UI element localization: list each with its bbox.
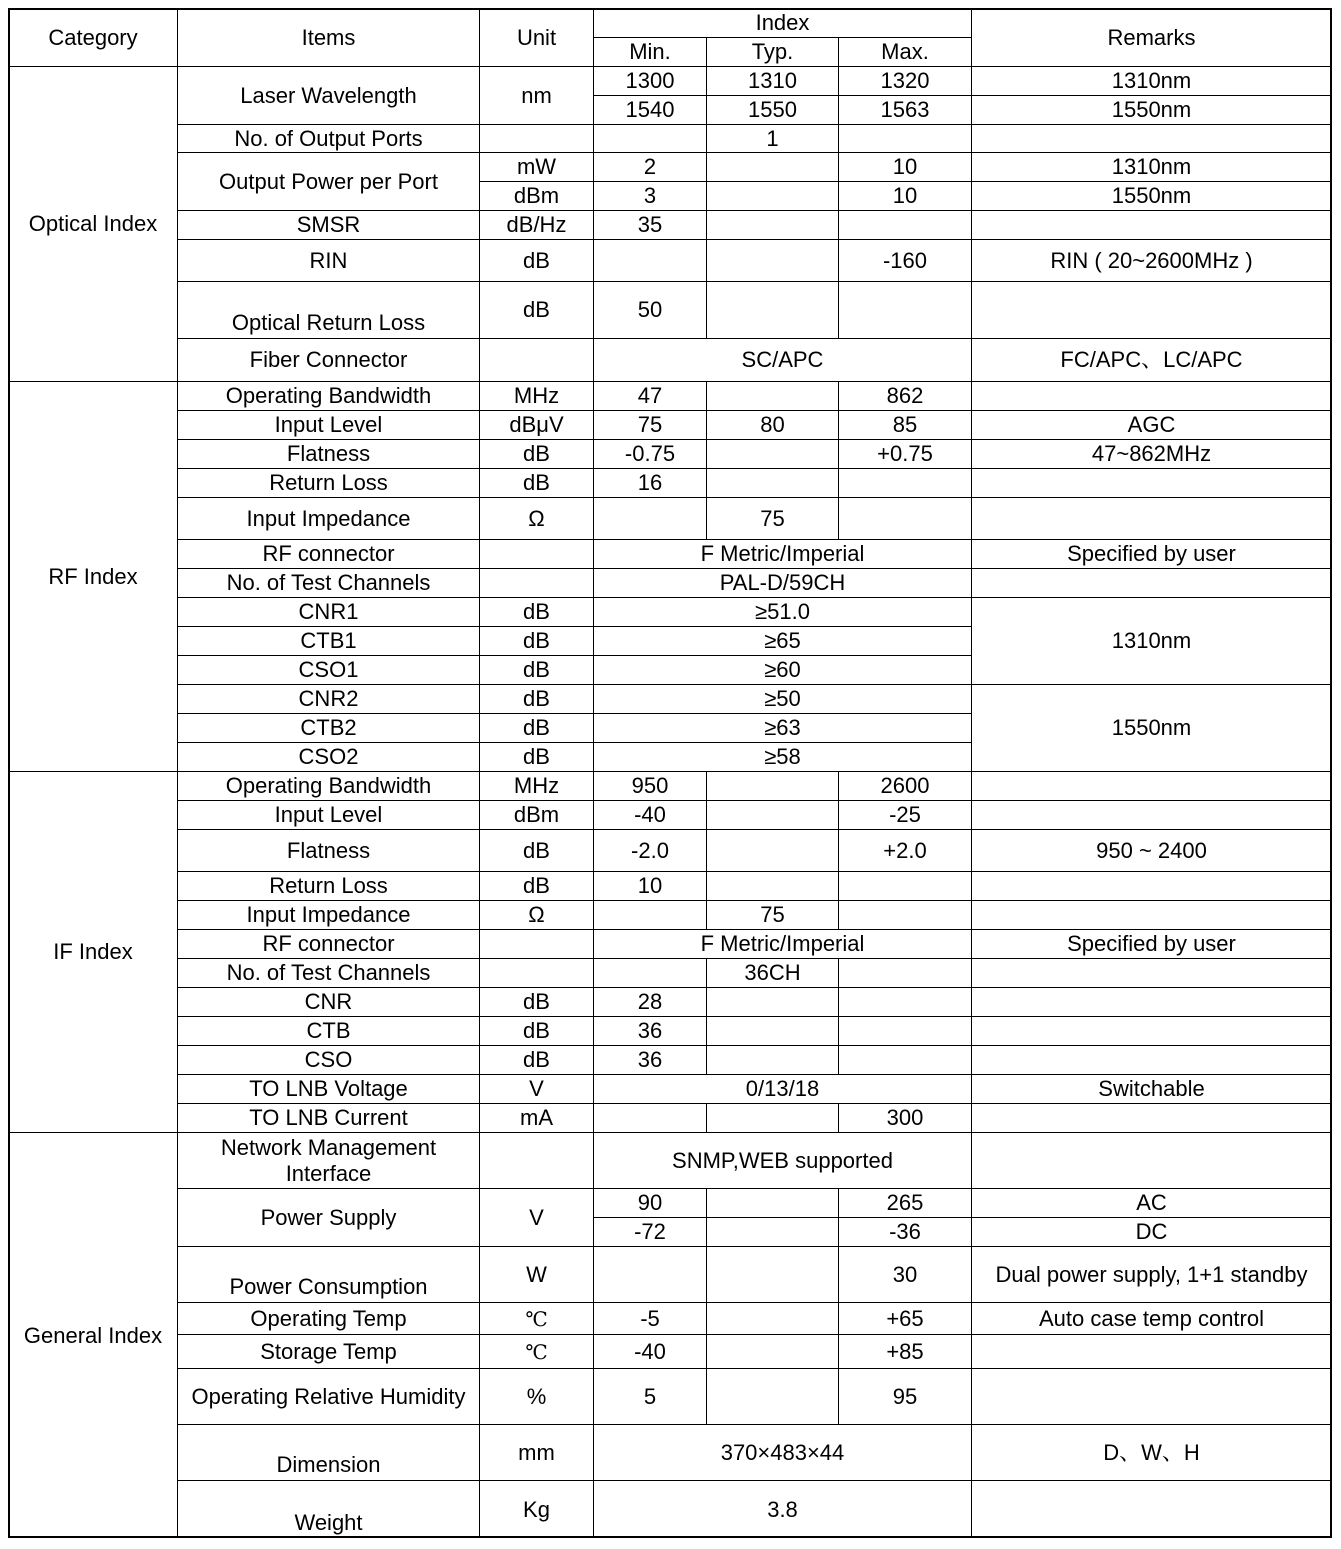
rf-connector-unit (479, 539, 593, 568)
smsr-max (838, 210, 971, 239)
if-flatness-max: +2.0 (838, 829, 971, 871)
rin-item: RIN (177, 239, 479, 281)
if-impedance-max (838, 900, 971, 929)
rf-impedance-item: Input Impedance (177, 497, 479, 539)
smsr-typ (706, 210, 838, 239)
rf-bandwidth-typ (706, 381, 838, 410)
if-connector-value: F Metric/Imperial (593, 929, 971, 958)
power-consumption-max: 30 (838, 1246, 971, 1302)
dimension-value: 370×483×44 (593, 1424, 971, 1480)
rf-ctb2-item: CTB2 (177, 713, 479, 742)
rf-cso2-value: ≥58 (593, 742, 971, 771)
if-ctb-max (838, 1016, 971, 1045)
if-cnr-typ (706, 987, 838, 1016)
rf-cso1-value: ≥60 (593, 655, 971, 684)
if-lnb-current-min (593, 1103, 706, 1132)
rf-input-level-item: Input Level (177, 410, 479, 439)
if-lnb-voltage-item: TO LNB Voltage (177, 1074, 479, 1103)
category-rf: RF Index (8, 381, 177, 771)
weight-remarks (971, 1480, 1331, 1538)
if-cnr-remarks (971, 987, 1331, 1016)
if-return-loss-remarks (971, 871, 1331, 900)
category-optical: Optical Index (8, 66, 177, 381)
rf-cnr2-item: CNR2 (177, 684, 479, 713)
nms-value: SNMP,WEB supported (593, 1132, 971, 1188)
if-impedance-remarks (971, 900, 1331, 929)
laser-wavelength-typ: 1550 (706, 95, 838, 124)
output-ports-typ: 1 (706, 124, 838, 152)
power-supply-typ (706, 1188, 838, 1217)
if-input-level-item: Input Level (177, 800, 479, 829)
if-bandwidth-max: 2600 (838, 771, 971, 800)
header-max: Max. (838, 37, 971, 66)
rf-connector-remarks: Specified by user (971, 539, 1331, 568)
if-return-loss-min: 10 (593, 871, 706, 900)
laser-wavelength-max: 1563 (838, 95, 971, 124)
header-remarks: Remarks (971, 8, 1331, 66)
power-supply-remarks: AC (971, 1188, 1331, 1217)
dimension-remarks: D、W、H (971, 1424, 1331, 1480)
output-power-item: Output Power per Port (177, 152, 479, 210)
laser-wavelength-remarks: 1550nm (971, 95, 1331, 124)
rf-flatness-typ (706, 439, 838, 468)
if-ctb-typ (706, 1016, 838, 1045)
operating-temp-unit: ℃ (479, 1302, 593, 1334)
rf-cnr2-value: ≥50 (593, 684, 971, 713)
laser-wavelength-min: 1300 (593, 66, 706, 95)
rf-flatness-max: +0.75 (838, 439, 971, 468)
rf-return-loss-min: 16 (593, 468, 706, 497)
output-power-min: 3 (593, 181, 706, 210)
rf-impedance-unit: Ω (479, 497, 593, 539)
rf-impedance-min (593, 497, 706, 539)
rf-ctb2-unit: dB (479, 713, 593, 742)
if-cnr-unit: dB (479, 987, 593, 1016)
rf-connector-item: RF connector (177, 539, 479, 568)
humidity-typ (706, 1368, 838, 1424)
if-flatness-item: Flatness (177, 829, 479, 871)
power-consumption-remarks: Dual power supply, 1+1 standby (971, 1246, 1331, 1302)
fiber-connector-remarks: FC/APC、LC/APC (971, 338, 1331, 381)
rin-remarks: RIN ( 20~2600MHz ) (971, 239, 1331, 281)
if-lnb-current-max: 300 (838, 1103, 971, 1132)
rf-group2-remarks: 1550nm (971, 684, 1331, 771)
power-supply-max: 265 (838, 1188, 971, 1217)
storage-temp-item: Storage Temp (177, 1334, 479, 1368)
if-lnb-voltage-remarks: Switchable (971, 1074, 1331, 1103)
power-supply-remarks: DC (971, 1217, 1331, 1246)
rf-test-channels-remarks (971, 568, 1331, 597)
fiber-connector-item: Fiber Connector (177, 338, 479, 381)
if-ctb-min: 36 (593, 1016, 706, 1045)
if-test-channels-min (593, 958, 706, 987)
output-power-remarks: 1550nm (971, 181, 1331, 210)
if-cso-remarks (971, 1045, 1331, 1074)
optical-return-loss-remarks (971, 281, 1331, 338)
if-connector-remarks: Specified by user (971, 929, 1331, 958)
if-ctb-item: CTB (177, 1016, 479, 1045)
rf-group1-remarks: 1310nm (971, 597, 1331, 684)
rf-input-level-remarks: AGC (971, 410, 1331, 439)
rf-ctb1-value: ≥65 (593, 626, 971, 655)
laser-wavelength-unit: nm (479, 66, 593, 124)
storage-temp-remarks (971, 1334, 1331, 1368)
rf-input-level-typ: 80 (706, 410, 838, 439)
rf-bandwidth-max: 862 (838, 381, 971, 410)
if-return-loss-item: Return Loss (177, 871, 479, 900)
nms-remarks (971, 1132, 1331, 1188)
rf-return-loss-max (838, 468, 971, 497)
if-lnb-current-typ (706, 1103, 838, 1132)
power-consumption-item: Power Consumption (177, 1246, 479, 1302)
output-ports-max (838, 124, 971, 152)
operating-temp-min: -5 (593, 1302, 706, 1334)
header-min: Min. (593, 37, 706, 66)
fiber-connector-value: SC/APC (593, 338, 971, 381)
laser-wavelength-typ: 1310 (706, 66, 838, 95)
if-connector-unit (479, 929, 593, 958)
rin-max: -160 (838, 239, 971, 281)
if-test-channels-item: No. of Test Channels (177, 958, 479, 987)
rf-bandwidth-remarks (971, 381, 1331, 410)
if-input-level-min: -40 (593, 800, 706, 829)
rf-test-channels-item: No. of Test Channels (177, 568, 479, 597)
humidity-min: 5 (593, 1368, 706, 1424)
power-supply-item: Power Supply (177, 1188, 479, 1246)
power-supply-unit: V (479, 1188, 593, 1246)
if-return-loss-unit: dB (479, 871, 593, 900)
rf-cso2-item: CSO2 (177, 742, 479, 771)
rf-ctb1-unit: dB (479, 626, 593, 655)
if-test-channels-typ: 36CH (706, 958, 838, 987)
if-return-loss-max (838, 871, 971, 900)
if-test-channels-max (838, 958, 971, 987)
optical-return-loss-min: 50 (593, 281, 706, 338)
power-supply-typ (706, 1217, 838, 1246)
if-impedance-typ: 75 (706, 900, 838, 929)
smsr-unit: dB/Hz (479, 210, 593, 239)
if-lnb-current-remarks (971, 1103, 1331, 1132)
if-cso-max (838, 1045, 971, 1074)
humidity-unit: % (479, 1368, 593, 1424)
rin-min (593, 239, 706, 281)
power-consumption-typ (706, 1246, 838, 1302)
rf-cso2-unit: dB (479, 742, 593, 771)
optical-return-loss-typ (706, 281, 838, 338)
output-power-max: 10 (838, 181, 971, 210)
rf-cnr1-value: ≥51.0 (593, 597, 971, 626)
rf-input-level-min: 75 (593, 410, 706, 439)
power-supply-min: -72 (593, 1217, 706, 1246)
header-typ: Typ. (706, 37, 838, 66)
if-bandwidth-remarks (971, 771, 1331, 800)
header-category: Category (8, 8, 177, 66)
nms-unit (479, 1132, 593, 1188)
if-flatness-remarks: 950 ~ 2400 (971, 829, 1331, 871)
rf-impedance-typ: 75 (706, 497, 838, 539)
rf-return-loss-unit: dB (479, 468, 593, 497)
output-power-unit: mW (479, 152, 593, 181)
rf-flatness-item: Flatness (177, 439, 479, 468)
laser-wavelength-min: 1540 (593, 95, 706, 124)
if-cso-unit: dB (479, 1045, 593, 1074)
rf-cnr1-unit: dB (479, 597, 593, 626)
rf-bandwidth-item: Operating Bandwidth (177, 381, 479, 410)
rf-return-loss-remarks (971, 468, 1331, 497)
if-cso-item: CSO (177, 1045, 479, 1074)
operating-temp-item: Operating Temp (177, 1302, 479, 1334)
rf-flatness-remarks: 47~862MHz (971, 439, 1331, 468)
rf-impedance-remarks (971, 497, 1331, 539)
if-bandwidth-typ (706, 771, 838, 800)
rf-cnr1-item: CNR1 (177, 597, 479, 626)
rf-test-channels-unit (479, 568, 593, 597)
if-lnb-current-item: TO LNB Current (177, 1103, 479, 1132)
if-cnr-max (838, 987, 971, 1016)
if-flatness-min: -2.0 (593, 829, 706, 871)
operating-temp-max: +65 (838, 1302, 971, 1334)
rf-return-loss-typ (706, 468, 838, 497)
rin-unit: dB (479, 239, 593, 281)
rf-flatness-unit: dB (479, 439, 593, 468)
rf-ctb1-item: CTB1 (177, 626, 479, 655)
power-consumption-unit: W (479, 1246, 593, 1302)
rf-input-level-unit: dBμV (479, 410, 593, 439)
if-return-loss-typ (706, 871, 838, 900)
if-bandwidth-item: Operating Bandwidth (177, 771, 479, 800)
storage-temp-max: +85 (838, 1334, 971, 1368)
optical-return-loss-max (838, 281, 971, 338)
if-lnb-current-unit: mA (479, 1103, 593, 1132)
output-power-unit: dBm (479, 181, 593, 210)
dimension-unit: mm (479, 1424, 593, 1480)
output-ports-remarks (971, 124, 1331, 152)
rin-typ (706, 239, 838, 281)
if-bandwidth-min: 950 (593, 771, 706, 800)
optical-return-loss-item: Optical Return Loss (177, 281, 479, 338)
smsr-min: 35 (593, 210, 706, 239)
rf-bandwidth-unit: MHz (479, 381, 593, 410)
output-power-max: 10 (838, 152, 971, 181)
storage-temp-min: -40 (593, 1334, 706, 1368)
weight-item: Weight (177, 1480, 479, 1538)
rf-bandwidth-min: 47 (593, 381, 706, 410)
rf-test-channels-value: PAL-D/59CH (593, 568, 971, 597)
weight-unit: Kg (479, 1480, 593, 1538)
if-cso-typ (706, 1045, 838, 1074)
if-flatness-unit: dB (479, 829, 593, 871)
if-impedance-min (593, 900, 706, 929)
power-supply-max: -36 (838, 1217, 971, 1246)
if-input-level-unit: dBm (479, 800, 593, 829)
dimension-item: Dimension (177, 1424, 479, 1480)
output-power-typ (706, 181, 838, 210)
rf-cso1-item: CSO1 (177, 655, 479, 684)
power-supply-min: 90 (593, 1188, 706, 1217)
category-if: IF Index (8, 771, 177, 1132)
operating-temp-typ (706, 1302, 838, 1334)
if-test-channels-unit (479, 958, 593, 987)
if-input-level-max: -25 (838, 800, 971, 829)
rf-impedance-max (838, 497, 971, 539)
optical-return-loss-unit: dB (479, 281, 593, 338)
rf-flatness-min: -0.75 (593, 439, 706, 468)
output-ports-min (593, 124, 706, 152)
category-general: General Index (8, 1132, 177, 1538)
weight-value: 3.8 (593, 1480, 971, 1538)
rf-ctb2-value: ≥63 (593, 713, 971, 742)
if-flatness-typ (706, 829, 838, 871)
rf-return-loss-item: Return Loss (177, 468, 479, 497)
output-power-remarks: 1310nm (971, 152, 1331, 181)
rf-cnr2-unit: dB (479, 684, 593, 713)
if-lnb-voltage-value: 0/13/18 (593, 1074, 971, 1103)
output-power-typ (706, 152, 838, 181)
if-connector-item: RF connector (177, 929, 479, 958)
header-unit: Unit (479, 8, 593, 66)
header-index: Index (593, 8, 971, 37)
laser-wavelength-max: 1320 (838, 66, 971, 95)
humidity-item: Operating Relative Humidity (177, 1368, 479, 1424)
if-cnr-item: CNR (177, 987, 479, 1016)
if-ctb-unit: dB (479, 1016, 593, 1045)
laser-wavelength-remarks: 1310nm (971, 66, 1331, 95)
fiber-connector-unit (479, 338, 593, 381)
storage-temp-typ (706, 1334, 838, 1368)
laser-wavelength-item: Laser Wavelength (177, 66, 479, 124)
if-lnb-voltage-unit: V (479, 1074, 593, 1103)
rf-cso1-unit: dB (479, 655, 593, 684)
if-impedance-item: Input Impedance (177, 900, 479, 929)
smsr-item: SMSR (177, 210, 479, 239)
output-ports-item: No. of Output Ports (177, 124, 479, 152)
power-consumption-min (593, 1246, 706, 1302)
output-ports-unit (479, 124, 593, 152)
if-test-channels-remarks (971, 958, 1331, 987)
smsr-remarks (971, 210, 1331, 239)
if-input-level-typ (706, 800, 838, 829)
if-cso-min: 36 (593, 1045, 706, 1074)
operating-temp-remarks: Auto case temp control (971, 1302, 1331, 1334)
storage-temp-unit: ℃ (479, 1334, 593, 1368)
header-items: Items (177, 8, 479, 66)
rf-input-level-max: 85 (838, 410, 971, 439)
output-power-min: 2 (593, 152, 706, 181)
if-cnr-min: 28 (593, 987, 706, 1016)
humidity-max: 95 (838, 1368, 971, 1424)
humidity-remarks (971, 1368, 1331, 1424)
if-ctb-remarks (971, 1016, 1331, 1045)
rf-connector-value: F Metric/Imperial (593, 539, 971, 568)
if-bandwidth-unit: MHz (479, 771, 593, 800)
if-input-level-remarks (971, 800, 1331, 829)
if-impedance-unit: Ω (479, 900, 593, 929)
nms-item: Network Management Interface (177, 1132, 479, 1188)
